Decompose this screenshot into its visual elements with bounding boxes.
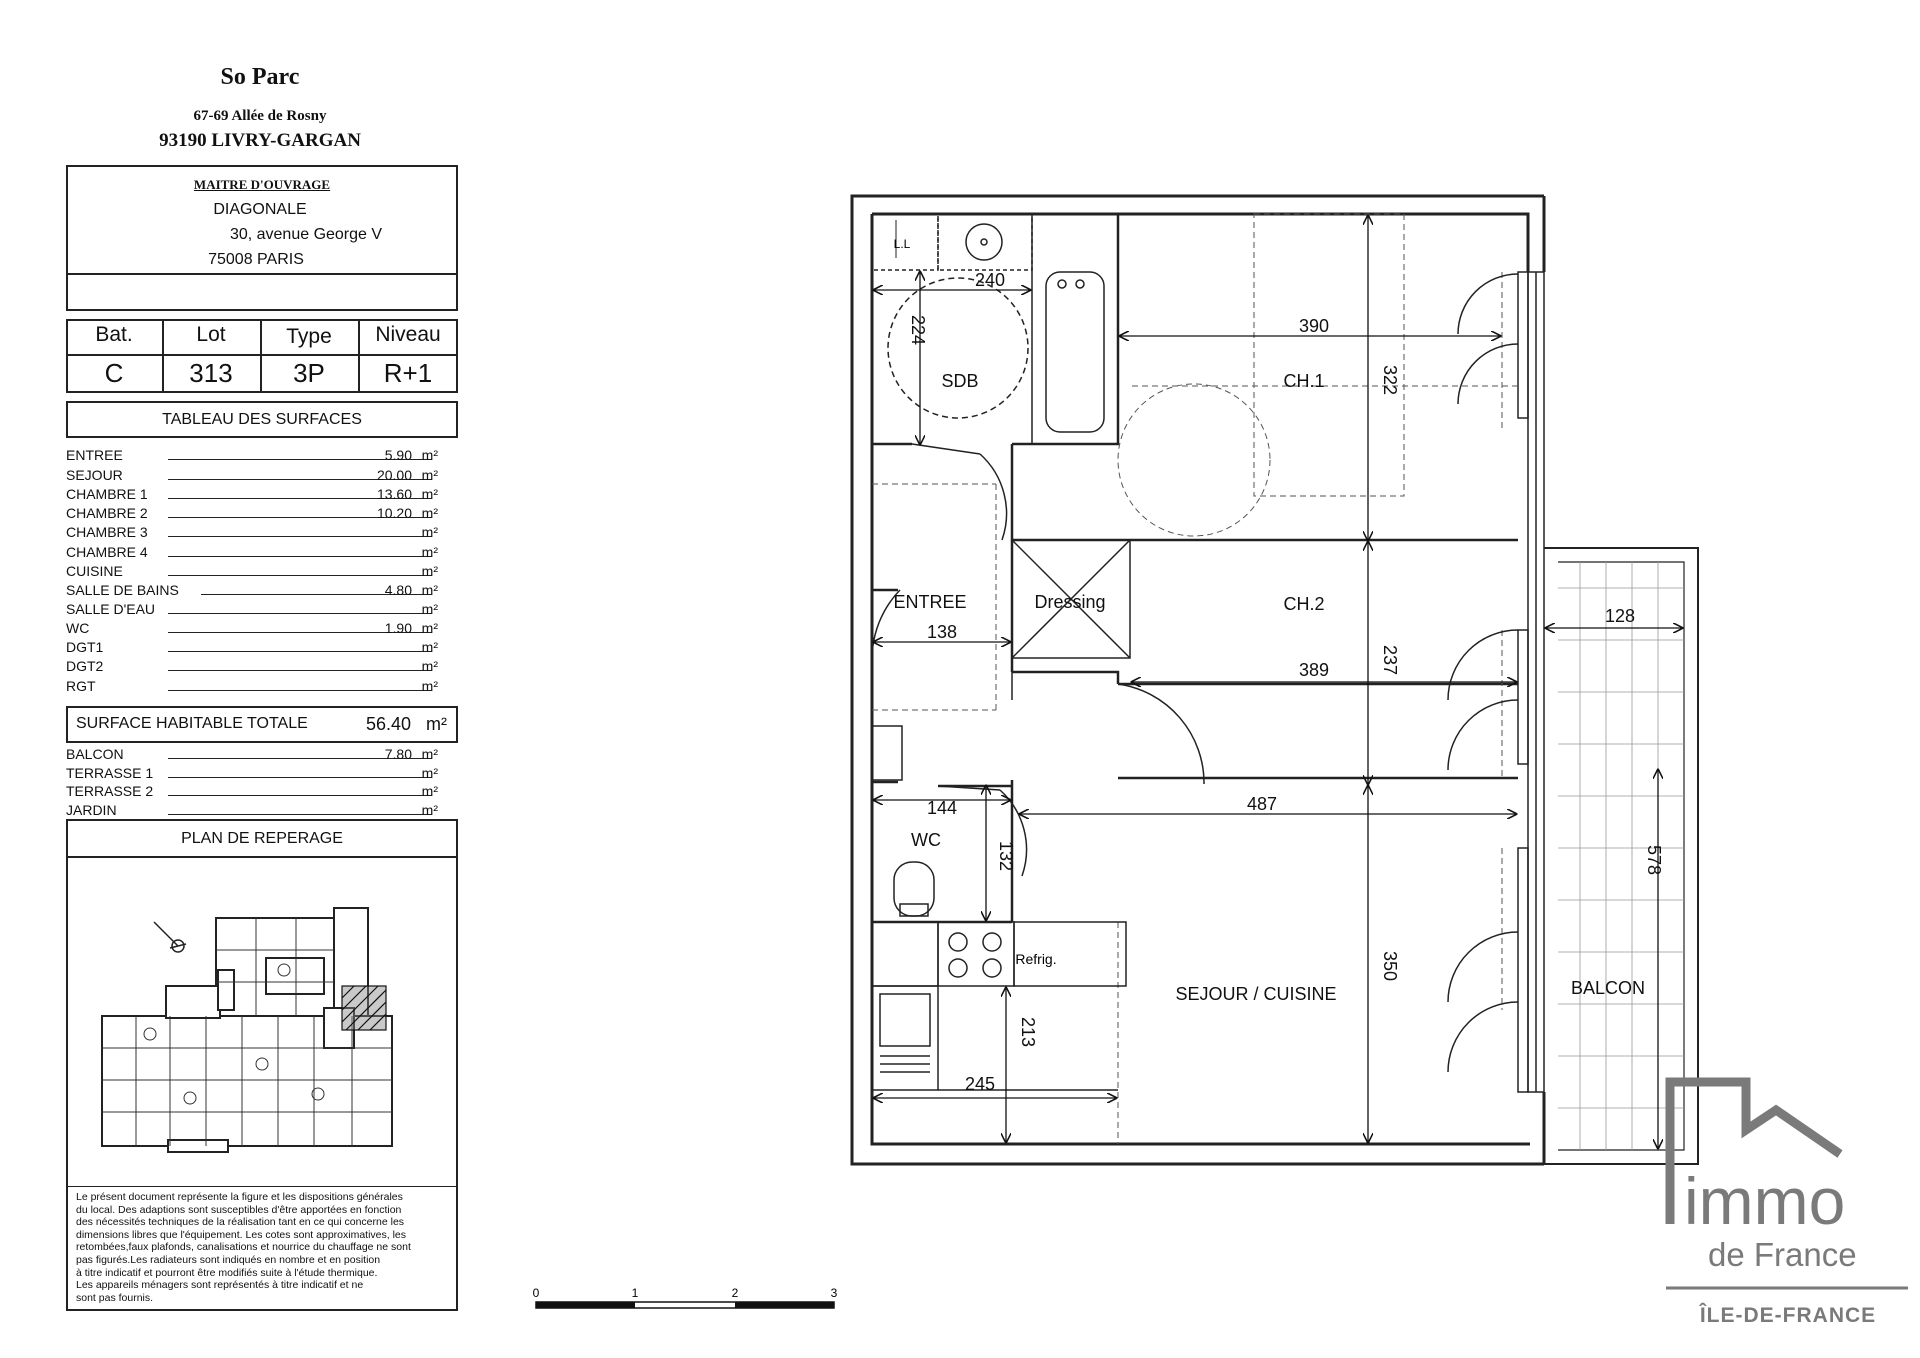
- surface-dotline: [168, 536, 432, 537]
- lot-value-niveau: R+1: [383, 358, 433, 388]
- wc-toilet: [894, 862, 934, 916]
- surface-row: [66, 486, 446, 505]
- surface-row: [66, 467, 446, 486]
- disclaimer-line: Le présent document représente la figure et les dispositions générales: [76, 1191, 403, 1203]
- project-address-line1: 67-69 Allée de Rosny: [193, 108, 327, 124]
- surface-label: RGT: [66, 678, 96, 694]
- balcony-tiles: [1558, 562, 1684, 1150]
- ch1-clearance-circle: [1118, 384, 1270, 536]
- immo-logo: [1664, 1074, 1910, 1332]
- surface-unit: m²: [421, 544, 438, 560]
- surface-unit: m²: [421, 563, 438, 579]
- project-name: So Parc: [220, 64, 300, 90]
- disclaimer-line: dimensions libres que l'équipement. Les cotes sont approximatives, les: [76, 1228, 407, 1241]
- reperage-title: PLAN DE REPERAGE: [181, 830, 343, 847]
- surface-row: [66, 447, 446, 466]
- surface-dotline: [168, 814, 432, 815]
- doors: [872, 274, 1518, 1072]
- dim-224: 224: [908, 314, 928, 346]
- owner-company: DIAGONALE: [213, 201, 307, 218]
- room-label-balcon: BALCON: [1570, 978, 1646, 998]
- lot-value-lot: 313: [189, 358, 233, 388]
- lot-header-bat: Bat.: [95, 323, 133, 346]
- surface-row: [66, 524, 446, 543]
- balcony: [1544, 548, 1698, 1164]
- dim-237: 237: [1380, 644, 1400, 676]
- surface-unit: m²: [421, 505, 438, 521]
- surface-label: CHAMBRE 3: [66, 524, 148, 540]
- surface-value: 7.80: [384, 746, 412, 762]
- surface-value: 20.00: [376, 467, 412, 483]
- surface-value: 1.90: [384, 620, 412, 636]
- surface-row: [66, 544, 446, 563]
- scale-tick-2: 2: [731, 1286, 739, 1300]
- dim-245: 245: [964, 1074, 996, 1094]
- disclaimer-line: du local. Des adaptions sont susceptibles d'être apportées en fonction: [76, 1203, 402, 1216]
- surface-row: [66, 678, 446, 697]
- surface-unit: m²: [421, 639, 438, 655]
- extra-surface-row: [66, 746, 446, 765]
- dim-138: 138: [926, 622, 958, 642]
- surface-unit: m²: [421, 486, 438, 502]
- scale-tick-3: 3: [830, 1286, 838, 1300]
- floor-plan: [840, 186, 1720, 1176]
- lot-table-hline: [66, 354, 458, 356]
- disclaimer-line: sont pas fournis.: [76, 1291, 154, 1304]
- interior-walls: [872, 214, 1518, 1144]
- room-label-ch2: CH.2: [1283, 594, 1325, 614]
- surface-label: DGT1: [66, 639, 104, 655]
- room-label-ch1: CH.1: [1283, 371, 1325, 391]
- surface-unit: m²: [421, 746, 438, 762]
- room-label-sdb: SDB: [941, 371, 979, 391]
- disclaimer-line: retombées,faux plafonds, canalisations et nourrice du chauffage ne sont: [76, 1241, 411, 1254]
- surface-unit: m²: [421, 467, 438, 483]
- surface-total-unit: m²: [426, 714, 447, 734]
- room-label-wc: WC: [911, 830, 941, 850]
- surface-label: SALLE DE BAINS: [66, 582, 179, 598]
- dim-390: 390: [1298, 316, 1330, 336]
- dashed-zones: [872, 214, 1518, 1144]
- surface-label: WC: [66, 620, 90, 636]
- disclaimer-line: Les appareils ménagers sont représentés à titre indicatif et ne: [76, 1279, 364, 1292]
- lot-header-type: Type: [286, 325, 332, 348]
- surface-label: CHAMBRE 1: [66, 486, 148, 502]
- disclaimer-line: des nécessités techniques de la réalisation tant en ce qui concerne les: [76, 1216, 405, 1229]
- scale-tick-0: 0: [532, 1286, 540, 1300]
- dim-213: 213: [1018, 1016, 1038, 1048]
- dim-578: 578: [1644, 844, 1664, 876]
- surface-dotline: [168, 556, 432, 557]
- logo-subword: de France: [1708, 1236, 1857, 1273]
- surface-row: [66, 658, 446, 677]
- surface-unit: m²: [421, 765, 438, 781]
- reperage-site-plan: [66, 858, 458, 1184]
- dim-389: 389: [1298, 660, 1330, 680]
- kitchen-counter: [872, 922, 1126, 1090]
- surfaces-title: TABLEAU DES SURFACES: [162, 411, 362, 428]
- project-address-line2: 93190 LIVRY-GARGAN: [159, 130, 361, 151]
- surface-unit: m²: [421, 783, 438, 799]
- dim-132: 132: [996, 840, 1016, 872]
- surface-unit: m²: [421, 802, 438, 818]
- surface-value: 5.90: [384, 447, 412, 463]
- extra-surface-row: [66, 783, 446, 802]
- ll-label: L.L: [893, 237, 911, 251]
- surface-dotline: [168, 651, 432, 652]
- reperage-bottom-divider: [66, 1186, 458, 1187]
- surface-dotline: [168, 690, 432, 691]
- surface-row: [66, 582, 446, 601]
- lot-header-lot: Lot: [196, 323, 226, 346]
- surface-label: CHAMBRE 4: [66, 544, 148, 560]
- surface-label: CUISINE: [66, 563, 123, 579]
- room-labels: [893, 371, 1645, 1004]
- dim-144: 144: [926, 798, 958, 818]
- surface-row: [66, 505, 446, 524]
- surface-label: JARDIN: [66, 802, 117, 818]
- surface-value: 10.20: [376, 505, 412, 521]
- lot-value-type: 3P: [293, 358, 325, 388]
- owner-street: 30, avenue George V: [229, 226, 383, 243]
- dim-240: 240: [974, 270, 1006, 290]
- surface-dotline: [168, 670, 432, 671]
- surface-label: BALCON: [66, 746, 124, 762]
- logo-word: immo: [1684, 1164, 1846, 1238]
- scale-bar: [530, 1284, 850, 1314]
- surface-unit: m²: [421, 447, 438, 463]
- surface-row: [66, 639, 446, 658]
- surface-dotline: [168, 613, 432, 614]
- disclaimer-line: à titre indicatif et pourront être modifiés suite à l'étude thermique.: [76, 1266, 378, 1279]
- compass-icon: [154, 922, 186, 952]
- disclaimer: [76, 1191, 436, 1304]
- owner-city: 75008 PARIS: [208, 251, 304, 268]
- facade-windows: [1518, 272, 1544, 1092]
- room-label-dressing: Dressing: [1034, 592, 1106, 612]
- exterior-walls: [852, 196, 1544, 1164]
- surface-label: DGT2: [66, 658, 104, 674]
- dim-128: 128: [1604, 606, 1636, 626]
- surface-row: [66, 601, 446, 620]
- dimension-lines: [874, 216, 1682, 1148]
- surface-unit: m²: [421, 601, 438, 617]
- extra-surface-row: [66, 765, 446, 784]
- surface-row: [66, 563, 446, 582]
- surface-label: TERRASSE 2: [66, 783, 154, 799]
- surface-dotline: [168, 575, 432, 576]
- surface-label: SALLE D'EAU: [66, 601, 156, 617]
- surface-total-value: 56.40: [366, 714, 412, 734]
- scale-tick-1: 1: [631, 1286, 639, 1300]
- lot-header-niveau: Niveau: [375, 323, 441, 346]
- surface-label: SEJOUR: [66, 467, 123, 483]
- surface-unit: m²: [421, 678, 438, 694]
- surface-row: [66, 620, 446, 639]
- room-label-sejour: SEJOUR / CUISINE: [1175, 984, 1337, 1004]
- surface-dotline: [168, 777, 432, 778]
- surface-value: 4.80: [384, 582, 412, 598]
- surface-label: CHAMBRE 2: [66, 505, 148, 521]
- surface-unit: m²: [421, 620, 438, 636]
- lot-value-bat: C: [104, 358, 124, 388]
- surface-value: 13.60: [376, 486, 412, 502]
- owner-heading: MAITRE D'OUVRAGE: [193, 177, 331, 192]
- surface-unit: m²: [421, 524, 438, 540]
- dim-350: 350: [1380, 950, 1400, 982]
- dim-322: 322: [1380, 364, 1400, 396]
- refrig-label: Refrig.: [1015, 951, 1057, 967]
- logo-region: ÎLE-DE-FRANCE: [1699, 1304, 1877, 1327]
- room-label-entree: ENTREE: [893, 592, 967, 612]
- owner-divider: [66, 273, 458, 275]
- surface-unit: m²: [421, 658, 438, 674]
- highlighted-lot: [342, 986, 386, 1030]
- dim-487: 487: [1246, 794, 1278, 814]
- surface-label: ENTREE: [66, 447, 123, 463]
- surface-dotline: [168, 795, 432, 796]
- surface-unit: m²: [421, 582, 438, 598]
- disclaimer-line: pas figurés.Les radiateurs sont indiqués en nombre et en position: [76, 1253, 381, 1266]
- surface-label: TERRASSE 1: [66, 765, 154, 781]
- surface-total-label: SURFACE HABITABLE TOTALE: [76, 715, 308, 732]
